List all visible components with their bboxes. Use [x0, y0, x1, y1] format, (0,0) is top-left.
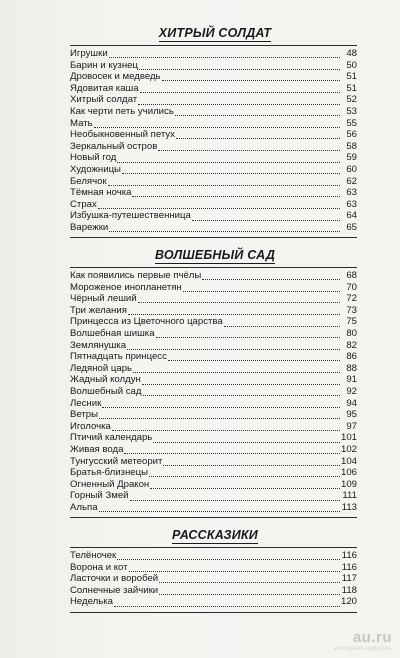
toc-entry-page: 86	[346, 351, 357, 363]
toc-entry-title: Неделька	[70, 596, 114, 608]
dot-leader	[117, 154, 340, 163]
toc-entry-page: 120	[340, 596, 357, 608]
toc-entry-page: 116	[341, 550, 357, 561]
toc-entry-page: 95	[346, 409, 357, 421]
toc-entry-page: 51	[346, 82, 357, 94]
toc-entry-title: Ласточки и воробей	[70, 573, 159, 585]
toc-entry-title: Новый год	[70, 152, 117, 164]
section-bottom-rule	[70, 612, 357, 613]
toc-entry	[70, 479, 357, 491]
dot-leader	[132, 188, 340, 197]
toc-entry-title: Как черти петь учились	[70, 105, 174, 117]
toc-entry-title: Страх	[70, 198, 97, 210]
dot-leader	[175, 107, 340, 116]
toc-entry-page: 53	[346, 105, 357, 117]
toc-entry-page: 51	[346, 71, 357, 83]
toc-entry	[70, 282, 357, 294]
section-title: ХИТРЫЙ СОЛДАТ	[158, 26, 272, 40]
toc-entry	[70, 94, 357, 106]
toc-entry-page: 91	[346, 374, 357, 386]
dot-leader	[159, 586, 340, 595]
toc-entry-title: Как появились первые пчёлы	[70, 270, 202, 281]
toc-entry-title: Телёночек	[70, 550, 117, 561]
dot-leader	[224, 318, 340, 327]
toc-entry-title: Принцесса из Цветочного царства	[70, 316, 223, 328]
toc-entry	[70, 164, 357, 176]
toc-entry-page: 70	[346, 281, 357, 293]
toc-entry-title: Мать	[70, 117, 93, 129]
dot-leader	[114, 598, 340, 607]
toc-entry-title: Художницы	[70, 163, 121, 175]
toc-entry-title: Братья-близнецы	[70, 467, 148, 479]
toc-entry	[70, 199, 357, 211]
toc-entry-title: Ледяной царь	[70, 362, 133, 374]
toc-entry	[70, 456, 357, 468]
toc-entry-title: Живая вода	[70, 443, 124, 455]
section-title: РАССКАЗИКИ	[172, 528, 258, 542]
toc-entry-page: 52	[346, 94, 357, 106]
dot-leader	[168, 352, 340, 361]
toc-entry	[70, 118, 357, 130]
dot-leader	[109, 49, 340, 58]
dot-leader	[140, 84, 340, 93]
toc-entry	[70, 432, 357, 444]
toc-entry	[70, 585, 357, 597]
toc-entry-title: Ворона и кот	[70, 561, 128, 573]
toc-entry	[70, 562, 357, 574]
toc-entry	[70, 386, 357, 398]
toc-entry	[70, 293, 357, 305]
toc-entry	[70, 421, 357, 433]
toc-entry	[70, 328, 357, 340]
toc-entry-title: Мороженое инопланетян	[70, 281, 182, 293]
dot-leader	[176, 130, 340, 139]
toc-entry-title: Альпа	[70, 501, 98, 513]
dot-leader	[192, 212, 340, 221]
toc-list	[70, 550, 357, 608]
dot-leader	[149, 468, 340, 477]
toc-entry-page: 64	[346, 210, 357, 222]
toc-entry-title: Лесник	[70, 397, 102, 409]
toc-entry-title: Белячок	[70, 175, 107, 187]
toc-entry-page: 59	[346, 152, 357, 164]
toc-entry-title: Необыкновенный петух	[70, 129, 175, 141]
toc-entry	[70, 106, 357, 118]
toc-entry-page: 68	[346, 270, 357, 281]
toc-list	[70, 270, 357, 513]
toc-list	[70, 48, 357, 234]
toc-entry	[70, 398, 357, 410]
toc-entry-title: Избушка-путешественница	[70, 210, 191, 222]
dot-leader	[112, 422, 340, 431]
toc-entry-page: 63	[346, 187, 357, 199]
dot-leader	[138, 96, 340, 105]
toc-entry-page: 92	[346, 385, 357, 397]
toc-entry-page: 56	[346, 129, 357, 141]
toc-entry-title: Волшебная шишка	[70, 327, 155, 339]
toc-entry-title: Тунгусский метеорит	[70, 455, 163, 467]
toc-entry-page: 72	[346, 293, 357, 305]
toc-entry-page: 102	[340, 443, 357, 455]
toc-entry-page: 55	[346, 117, 357, 129]
section-bottom-rule	[70, 517, 357, 518]
toc-entry	[70, 316, 357, 328]
section-title: ВОЛШЕБНЫЙ САД	[154, 248, 276, 262]
toc-entry-title: Дровосек и медведь	[70, 71, 161, 83]
dot-leader	[124, 445, 340, 454]
section-bottom-rule	[70, 237, 357, 238]
toc-entry-title: Землянушка	[70, 339, 127, 351]
section-top-rule	[70, 547, 357, 548]
toc-entry-page: 60	[346, 163, 357, 175]
toc-entry	[70, 409, 357, 421]
toc-entry-page: 106	[340, 467, 357, 479]
dot-leader	[130, 492, 340, 501]
toc-entry-page: 97	[346, 420, 357, 432]
toc-entry-page: 48	[346, 48, 357, 59]
toc-entry-page: 111	[342, 490, 357, 502]
toc-entry-page: 113	[341, 501, 357, 513]
dot-leader	[139, 61, 340, 70]
toc-entry-title: Иголочка	[70, 420, 111, 432]
toc-entry-page: 118	[341, 584, 357, 596]
dot-leader	[99, 410, 340, 419]
dot-leader	[133, 364, 340, 373]
dot-leader	[129, 563, 340, 572]
toc-entry-title: Тёмная ночка	[70, 187, 132, 199]
toc-entry-page: 62	[346, 175, 357, 187]
toc-entry	[70, 363, 357, 375]
toc-entry	[70, 270, 357, 282]
dot-leader	[162, 72, 340, 81]
toc-entry-title: Барин и кузнец	[70, 59, 138, 71]
toc-entry-title: Зеркальный остров	[70, 140, 158, 152]
dot-leader	[127, 341, 340, 350]
toc-entry	[70, 141, 357, 153]
toc-entry-page: 63	[346, 198, 357, 210]
dot-leader	[94, 119, 340, 128]
toc-entry	[70, 210, 357, 222]
toc-entry-page: 80	[346, 327, 357, 339]
dot-leader	[143, 387, 341, 396]
toc-entry	[70, 60, 357, 72]
dot-leader	[108, 177, 340, 186]
toc-entry-title: Пятнадцать принцесс	[70, 351, 167, 363]
dot-leader	[122, 165, 340, 174]
toc-entry-page: 104	[340, 455, 357, 467]
toc-entry	[70, 502, 357, 514]
toc-entry	[70, 305, 357, 317]
toc-entry	[70, 573, 357, 585]
toc-entry-page: 109	[340, 478, 357, 490]
toc-entry-page: 65	[346, 221, 357, 233]
toc-entry-title: Огненный Дракон	[70, 478, 150, 490]
toc-entry	[70, 550, 357, 562]
toc-entry-page: 82	[346, 339, 357, 351]
toc-entry-title: Волшебный сад	[70, 385, 142, 397]
toc-entry-page: 117	[341, 573, 357, 585]
toc-entry-page: 73	[346, 304, 357, 316]
dot-leader	[99, 503, 340, 512]
toc-entry	[70, 374, 357, 386]
dot-leader	[150, 480, 340, 489]
toc-entry-page: 50	[346, 59, 357, 71]
toc-entry	[70, 444, 357, 456]
toc-entry	[70, 83, 357, 95]
toc-entry-title: Игрушки	[70, 48, 108, 59]
toc-entry	[70, 48, 357, 60]
toc-entry-title: Птичий календарь	[70, 432, 153, 444]
toc-entry-page: 75	[346, 316, 357, 328]
dot-leader	[202, 271, 340, 280]
dot-leader	[117, 551, 340, 560]
toc-entry-page: 88	[346, 362, 357, 374]
dot-leader	[142, 376, 340, 385]
dot-leader	[128, 306, 340, 315]
toc-entry	[70, 340, 357, 352]
dot-leader	[109, 223, 340, 232]
toc-entry	[70, 176, 357, 188]
toc-entry-title: Ядовитая каша	[70, 82, 139, 94]
toc-entry	[70, 351, 357, 363]
dot-leader	[153, 434, 340, 443]
section-top-rule	[70, 45, 357, 46]
dot-leader	[159, 574, 340, 583]
toc-entry	[70, 71, 357, 83]
dot-leader	[183, 283, 340, 292]
toc-entry	[70, 467, 357, 479]
dot-leader	[163, 457, 340, 466]
dot-leader	[98, 200, 340, 209]
toc-entry	[70, 490, 357, 502]
section-top-rule	[70, 267, 357, 268]
toc-entry-title: Три желания	[70, 304, 127, 316]
toc-entry-title: Горный Змей	[70, 490, 129, 502]
watermark-logo: au.ru интернет-аукцион	[334, 629, 392, 652]
toc-entry	[70, 596, 357, 608]
toc-entry-title: Жадный колдун	[70, 374, 141, 386]
toc-entry-page: 101	[340, 432, 357, 444]
toc-entry-title: Солнечные зайчики	[70, 584, 159, 596]
toc-entry-page: 116	[341, 561, 357, 573]
toc-entry	[70, 129, 357, 141]
toc-entry-page: 58	[346, 140, 357, 152]
dot-leader	[138, 294, 340, 303]
dot-leader	[156, 329, 340, 338]
toc-entry-title: Ветры	[70, 409, 99, 421]
toc-entry	[70, 152, 357, 164]
toc-entry	[70, 187, 357, 199]
toc-entry-title: Хитрый солдат	[70, 94, 138, 106]
dot-leader	[158, 142, 340, 151]
toc-entry-title: Варежки	[70, 221, 109, 233]
dot-leader	[102, 399, 340, 408]
toc-entry	[70, 222, 357, 234]
toc-entry-page: 94	[346, 397, 357, 409]
toc-entry-title: Чёрный леший	[70, 293, 137, 305]
